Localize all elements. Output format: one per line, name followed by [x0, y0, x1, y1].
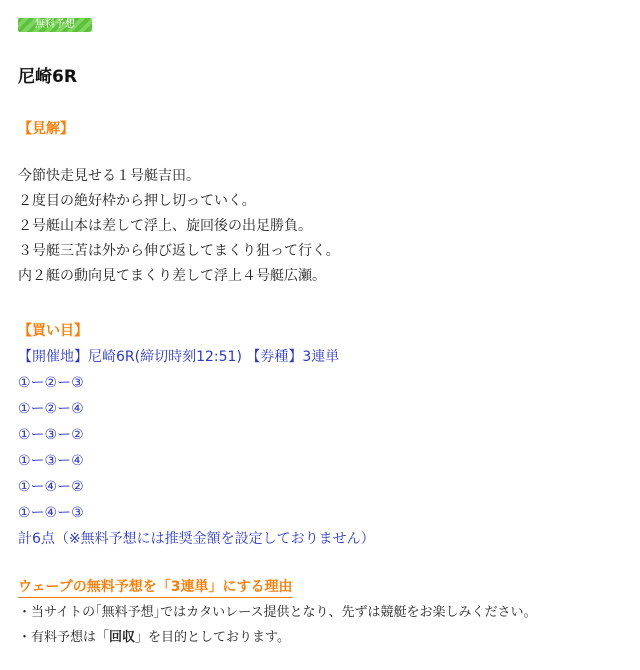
buy-heading: 【買い目】 — [18, 323, 88, 339]
opinion-heading: 【見解】 — [18, 121, 74, 137]
opinion-line: ３号艇三苫は外から伸び返してまくり狙って行く。 — [18, 243, 340, 259]
reason-note — [18, 625, 536, 650]
reason-note-prefix: ・有料予想は「 — [18, 630, 110, 645]
opinion-line: 内２艇の動向見てまくり差して浮上４号艇広瀬。 — [18, 268, 326, 284]
buy-list — [18, 344, 375, 552]
opinion-text — [18, 164, 340, 289]
venue-line: 【開催地】尼崎6R(締切時刻12:51) 【券種】3連単 — [18, 349, 340, 365]
reason-heading: ウェーブの無料予想を「3連単」にする理由 — [18, 576, 292, 598]
free-prediction-badge: 無料予想 — [18, 18, 92, 32]
combo-item: ①ー②ー④ — [18, 401, 84, 417]
total-line: 計6点（※無料予想には推奨金額を設定しておりません） — [18, 531, 375, 547]
combo-item: ①ー④ー② — [18, 479, 84, 495]
reason-notes — [18, 600, 536, 650]
opinion-line: 今節快走見せる１号艇吉田。 — [18, 168, 200, 184]
combo-item: ①ー④ー③ — [18, 505, 84, 521]
combo-item: ①ー③ー④ — [18, 453, 84, 469]
reason-note: ・当サイトの｢無料予想｣ではカタいレース提供となり、先ずは競艇をお楽しみください。 — [18, 605, 537, 620]
opinion-line: ２号艇山本は差して浮上、旋回後の出足勝負。 — [18, 218, 312, 234]
combo-item: ①ー③ー② — [18, 427, 84, 443]
combo-item: ①ー②ー③ — [18, 375, 84, 391]
reason-note-suffix: 」を目的としております。 — [135, 630, 290, 645]
opinion-line: ２度目の絶好枠から押し切っていく。 — [18, 193, 256, 209]
race-title: 尼崎6R — [18, 67, 77, 87]
reason-note-bold: 回収 — [109, 630, 136, 645]
